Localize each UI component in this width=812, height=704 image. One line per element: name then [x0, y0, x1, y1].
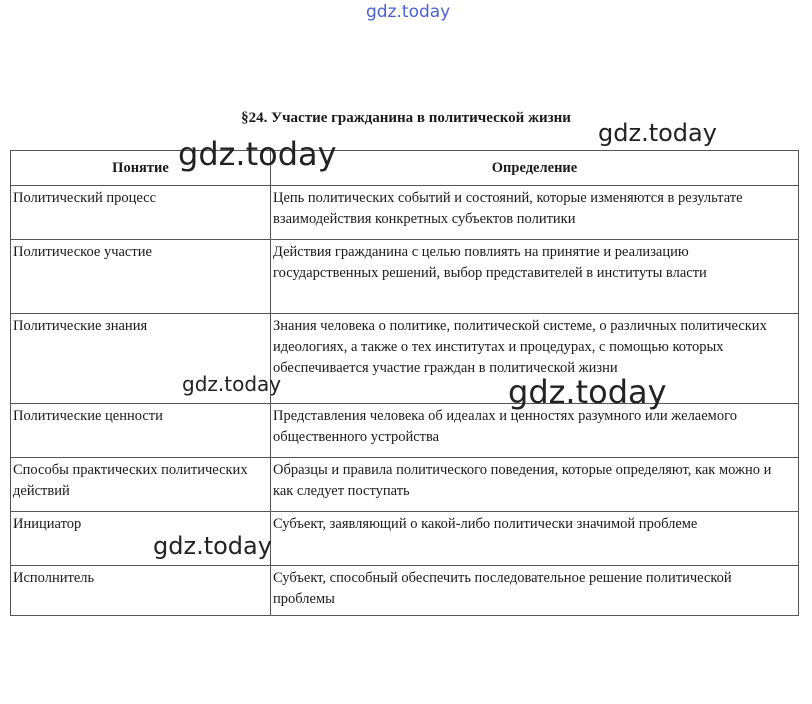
watermark-lower: gdz.today — [153, 532, 272, 560]
watermark-large-1: gdz.today — [178, 135, 337, 173]
definition-cell: Субъект, способный обеспечить последовательное решение политической проблемы — [271, 566, 799, 616]
watermark-large-2: gdz.today — [508, 373, 667, 411]
definitions-table — [10, 150, 799, 616]
table-row — [11, 566, 799, 616]
table-header-row — [11, 151, 799, 186]
table-row — [11, 186, 799, 240]
term-cell: Политические ценности — [11, 404, 271, 458]
term-cell: Политическое участие — [11, 240, 271, 314]
table-row — [11, 404, 799, 458]
table-row — [11, 458, 799, 512]
table-row — [11, 240, 799, 314]
definition-cell: Представления человека об идеалах и ценностях разумного или желаемого общественного устройства — [271, 404, 799, 458]
definition-cell: Действия гражданина с целью повлиять на принятие и реализацию государственных решений, выбор представителей в институты власти — [271, 240, 799, 314]
page-title: §24. Участие гражданина в политической жизни — [241, 110, 571, 126]
watermark-top: gdz.today — [366, 2, 451, 22]
term-cell: Инициатор — [11, 512, 271, 566]
term-cell: Политический процесс — [11, 186, 271, 240]
table-row — [11, 314, 799, 404]
term-cell: Политические знания — [11, 314, 271, 404]
table-row — [11, 512, 799, 566]
term-cell: Способы практических политических действий — [11, 458, 271, 512]
definition-cell: Образцы и правила политического поведения, которые определяют, как можно и как следует поступать — [271, 458, 799, 512]
definition-cell: Цепь политических событий и состояний, которые изменяются в результате взаимодействия конкретных субъектов политики — [271, 186, 799, 240]
term-cell: Исполнитель — [11, 566, 271, 616]
watermark-right: gdz.today — [598, 119, 717, 147]
watermark-middle: gdz.today — [182, 372, 282, 396]
definition-cell: Субъект, заявляющий о какой-либо политически значимой проблеме — [271, 512, 799, 566]
header-term: Понятие — [11, 151, 271, 186]
definition-cell: Знания человека о политике, политической системе, о различных политических идеологиях, а также о тех институтах и процедурах, с помощью которых обеспечивается участие граждан в политической жизни — [271, 314, 799, 404]
header-definition: Определение — [271, 151, 799, 186]
